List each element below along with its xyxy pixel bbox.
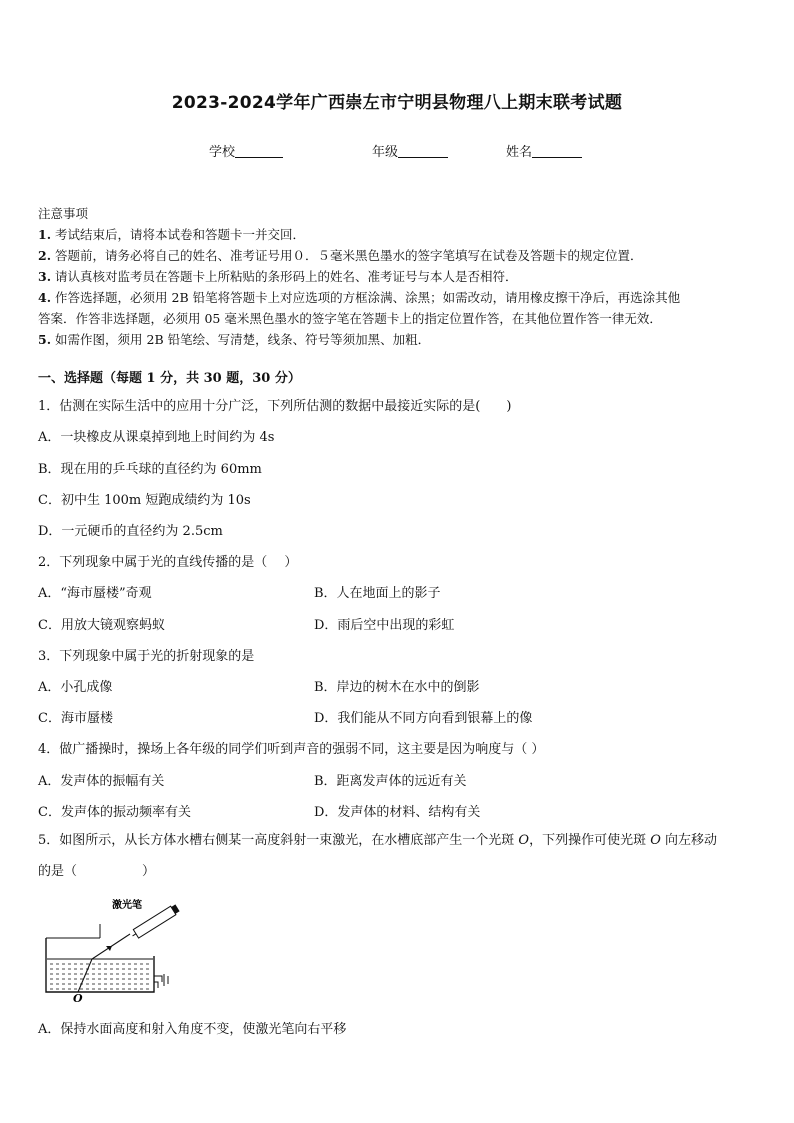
question-4-stem: 4．做广播操时，操场上各年级的同学们听到声音的强弱不同，这主要是因为响度与（ ）	[38, 742, 545, 757]
q3-option-a[interactable]: A．小孔成像	[38, 680, 113, 695]
beam-arrow	[106, 946, 112, 951]
laser-beam	[78, 934, 130, 992]
q5-option-a[interactable]: A．保持水面高度和射入角度不变，使激光笔向右平移	[38, 1022, 347, 1037]
q1-option-c[interactable]: C．初中生 100m 短跑成绩约为 10s	[38, 493, 251, 508]
water-tank-figure	[40, 896, 190, 1002]
notice-item: 2. 答题前，请务必将自己的姓名、准考证号用０．５毫米黑色墨水的签字笔填写在试卷及答题卡的规定位置．	[38, 248, 643, 263]
school-field[interactable]	[209, 141, 283, 160]
notice-item-continued: 答案．作答非选择题，必须用 05 毫米黑色墨水的签字笔在答题卡上的指定位置作答，在其他位置作答一律无效．	[38, 311, 662, 326]
section-heading: 一、选择题（每题 1 分，共 30 题，30 分）	[38, 371, 301, 386]
question-2-stem: 2．下列现象中属于光的直线传播的是（ ）	[38, 555, 298, 570]
q2-option-d[interactable]: D．雨后空中出现的彩虹	[314, 618, 455, 633]
grade-field[interactable]	[372, 141, 448, 160]
q1-option-d[interactable]: D．一元硬币的直径约为 2.5cm	[38, 524, 223, 539]
q3-option-c[interactable]: C．海市蜃楼	[38, 711, 113, 726]
laser-pen-label: 激光笔	[112, 900, 142, 911]
q1-option-a[interactable]: A．一块橡皮从课桌掉到地上时间约为 4s	[38, 430, 275, 445]
q5-stem-line-2: 的是（ ）	[38, 864, 156, 879]
school-label: 学校	[209, 145, 236, 160]
q2-option-a[interactable]: A．“海市蜃楼”奇观	[38, 586, 152, 601]
q2-option-b[interactable]: B．人在地面上的影子	[314, 586, 441, 601]
spot-o-label: O	[73, 992, 83, 1002]
name-blank[interactable]	[532, 144, 582, 158]
notice-item: 3. 请认真核对监考员在答题卡上所粘贴的条形码上的姓名、准考证号与本人是否相符．	[38, 269, 518, 284]
drain-tap-icon	[154, 976, 162, 988]
notice-item: 5. 如需作图，须用 2B 铅笔绘、写清楚，线条、符号等须加黑、加粗．	[38, 332, 431, 347]
grade-label: 年级	[372, 145, 399, 160]
name-label: 姓名	[506, 145, 533, 160]
name-field[interactable]	[506, 141, 582, 160]
q4-option-c[interactable]: C．发声体的振动频率有关	[38, 805, 191, 820]
page-title: 2023-2024学年广西崇左市宁明县物理八上期末联考试题	[171, 93, 623, 113]
question-3-stem: 3．下列现象中属于光的折射现象的是	[38, 649, 255, 664]
school-blank[interactable]	[235, 144, 283, 158]
q3-option-d[interactable]: D．我们能从不同方向看到银幕上的像	[314, 711, 533, 726]
grade-blank[interactable]	[398, 144, 448, 158]
q5-stem-line-1: 5．如图所示，从长方体水槽右侧某一高度斜射一束激光，在水槽底部产生一个光斑 O，下列操作可使光斑 O 向左移动	[38, 833, 718, 848]
notice-block	[38, 203, 760, 350]
q4-option-a[interactable]: A．发声体的振幅有关	[38, 774, 165, 789]
q4-option-d[interactable]: D．发声体的材料、结构有关	[314, 805, 481, 820]
notice-item: 4. 作答选择题，必须用 2B 铅笔将答题卡上对应选项的方框涂满、涂黑；如需改动，请用橡皮擦干净后，再选涂其他	[38, 290, 681, 305]
q2-option-c[interactable]: C．用放大镜观察蚂蚁	[38, 618, 165, 633]
question-5-stem	[38, 825, 760, 887]
water-hatching	[50, 964, 150, 989]
notice-item: 1. 考试结束后，请将本试卷和答题卡一并交回．	[38, 227, 306, 242]
question-1-stem: 1．估测在实际生活中的应用十分广泛，下列所估测的数据中最接近实际的是( )	[38, 399, 512, 414]
q3-option-b[interactable]: B．岸边的树木在水中的倒影	[314, 680, 480, 695]
q1-option-b[interactable]: B．现在用的乒乓球的直径约为 60mm	[38, 462, 262, 477]
q4-option-b[interactable]: B．距离发声体的远近有关	[314, 774, 467, 789]
notice-title: 注意事项	[38, 206, 89, 221]
